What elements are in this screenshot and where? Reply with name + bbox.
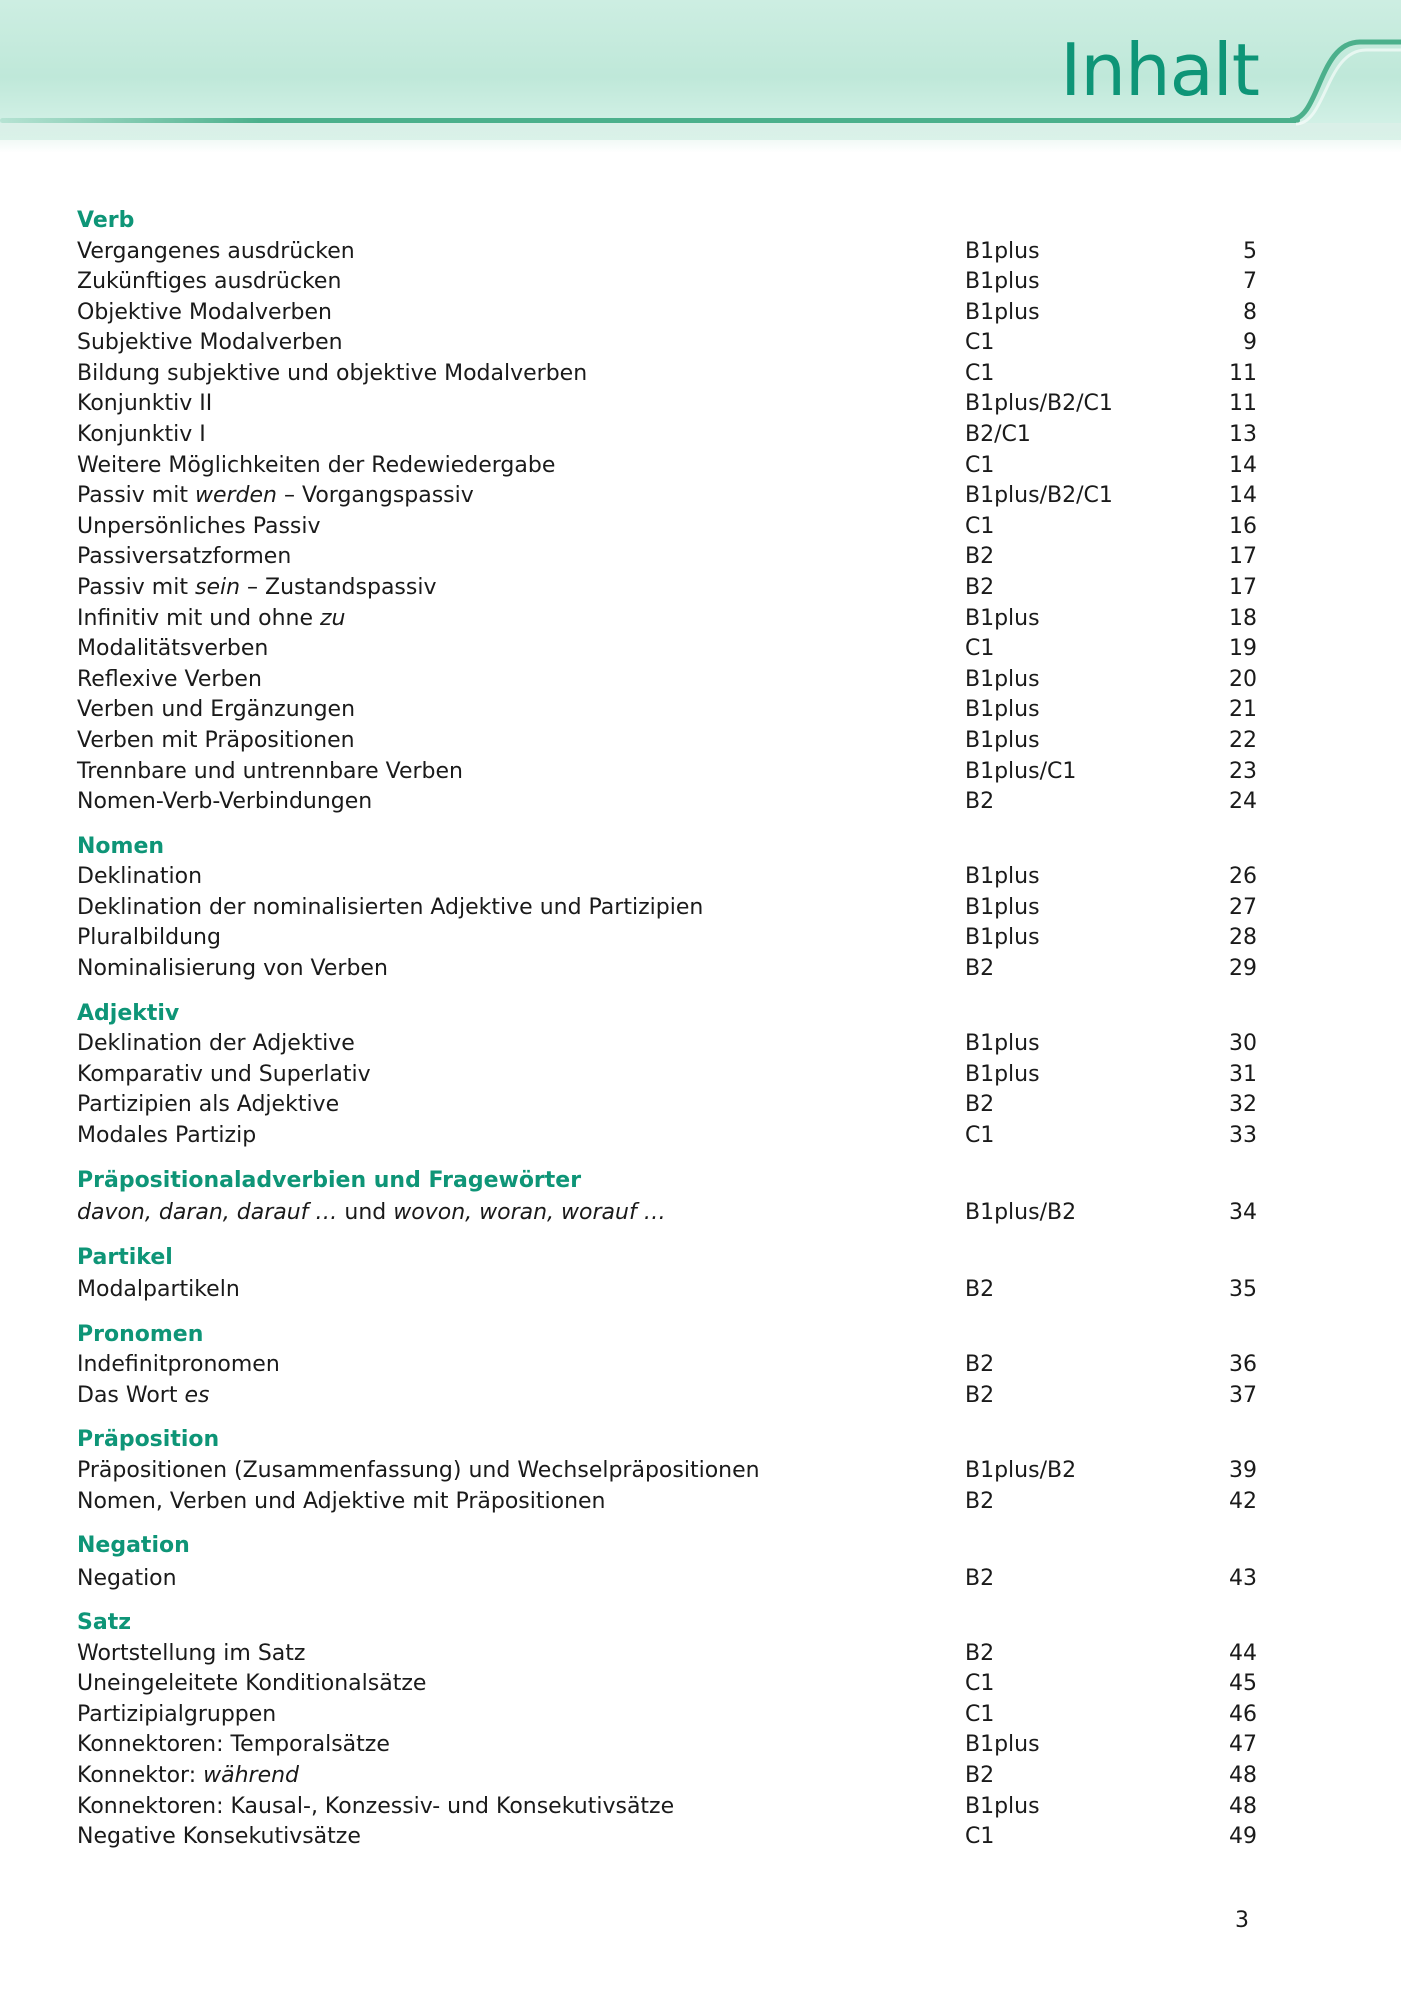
toc-topic: Zukünftiges ausdrücken: [77, 269, 342, 295]
section-heading: Verb: [77, 208, 135, 233]
toc-topic: Unpersönliches Passiv: [77, 513, 321, 539]
toc-level: B1plus: [965, 1061, 1040, 1087]
toc-row: [77, 328, 1257, 359]
toc-row: [77, 512, 1257, 543]
toc-level: B1plus/C1: [965, 758, 1077, 784]
toc-row: [77, 893, 1257, 924]
toc-page-number: 36: [1229, 1352, 1257, 1378]
toc-page-number: 19: [1229, 636, 1257, 662]
topic-italic-text: sein: [194, 575, 241, 601]
section-heading: Pronomen: [77, 1321, 204, 1347]
toc-page-number: 17: [1229, 544, 1257, 570]
toc-level: B2: [965, 544, 995, 570]
toc-page-number: 27: [1229, 894, 1257, 920]
section-heading: Partikel: [77, 1244, 173, 1270]
toc-page-number: 18: [1229, 605, 1257, 631]
toc-level: B2/C1: [965, 422, 1031, 448]
toc-row: [77, 1792, 1257, 1823]
toc-row: [77, 573, 1257, 604]
toc-topic: Konjunktiv I: [77, 422, 206, 448]
toc-row: [77, 954, 1257, 985]
toc-row: [77, 1060, 1257, 1091]
toc-topic: Pluralbildung: [77, 925, 221, 951]
toc-topic: Verben und Ergänzungen: [77, 697, 356, 723]
topic-italic-text: es: [184, 1382, 210, 1408]
toc-topic: Partizipialgruppen: [77, 1701, 277, 1727]
toc-topic: Vergangenes ausdrücken: [77, 238, 355, 264]
toc-row: [77, 1669, 1257, 1700]
toc-topic: [77, 1381, 965, 1412]
toc-level: B2: [965, 1763, 995, 1789]
toc-row: [77, 1090, 1257, 1121]
toc-level: B2: [965, 1277, 995, 1303]
toc-section: [77, 832, 1257, 985]
toc-section: [77, 1425, 1257, 1517]
toc-page-number: 11: [1229, 360, 1257, 386]
topic-italic-text: zu: [319, 605, 346, 631]
toc-page-number: 48: [1229, 1763, 1257, 1789]
toc-level: B2: [965, 789, 995, 815]
toc-page-number: 42: [1229, 1488, 1257, 1514]
toc-row: [77, 1700, 1257, 1731]
toc-section: [77, 1320, 1257, 1412]
toc-row: [77, 481, 1257, 512]
toc-page-number: 48: [1229, 1793, 1257, 1819]
toc-level: B1plus: [965, 864, 1040, 890]
toc-row: [77, 1275, 1257, 1306]
topic-text: Infinitiv mit und ohne: [77, 605, 320, 631]
toc-page-number: 20: [1229, 666, 1257, 692]
toc-level: C1: [965, 360, 995, 386]
toc-page-number: 45: [1229, 1671, 1257, 1697]
toc-page-number: 31: [1229, 1061, 1257, 1087]
section-heading: Negation: [77, 1533, 190, 1559]
toc-level: B1plus: [965, 728, 1040, 753]
toc-page-number: 23: [1229, 758, 1257, 784]
toc-page-number: 26: [1229, 864, 1257, 890]
toc-section: [77, 1166, 1257, 1229]
toc-row: [77, 1822, 1257, 1853]
topic-text: – Vorgangspassiv: [277, 483, 474, 509]
section-heading: Nomen: [77, 833, 165, 859]
toc-level: C1: [965, 330, 995, 356]
toc-page-number: 37: [1229, 1382, 1257, 1408]
toc-page-number: 39: [1229, 1457, 1257, 1483]
toc-level: B1plus: [965, 605, 1040, 631]
toc-row: [77, 1761, 1257, 1792]
toc-row: [77, 1564, 1257, 1595]
toc-row: [77, 267, 1257, 298]
toc-topic: Deklination der nominalisierten Adjektive und Partizipien: [77, 894, 704, 920]
toc-page-number: 14: [1229, 452, 1257, 478]
toc-level: B1plus: [965, 299, 1040, 325]
toc-row: [77, 1456, 1257, 1487]
toc-row: [77, 542, 1257, 573]
toc-level: B1plus: [965, 238, 1040, 264]
toc-page-number: 46: [1229, 1701, 1257, 1727]
toc-section: [77, 999, 1257, 1152]
toc-level: C1: [965, 1824, 995, 1850]
toc-level: B2: [965, 1092, 995, 1118]
toc-level: B1plus: [965, 1031, 1040, 1057]
toc-page-number: 14: [1229, 483, 1257, 509]
toc-level: B2: [965, 1352, 995, 1378]
toc-topic: Verben mit Präpositionen: [77, 728, 355, 753]
toc-level: C1: [965, 1671, 995, 1697]
page-header: [0, 0, 1401, 140]
toc-topic: Modalpartikeln: [77, 1277, 240, 1303]
toc-row: [77, 787, 1257, 818]
toc-row: [77, 634, 1257, 665]
toc-page-number: 11: [1229, 391, 1257, 417]
toc-row: [77, 1350, 1257, 1381]
toc-level: B1plus: [965, 925, 1040, 951]
toc-page-number: 5: [1243, 238, 1257, 264]
toc-topic: Trennbare und untrennbare Verben: [77, 758, 463, 784]
toc-page-number: 32: [1229, 1092, 1257, 1118]
toc-level: B2: [965, 1382, 995, 1408]
toc-row: [77, 923, 1257, 954]
toc-topic: Nominalisierung von Verben: [77, 956, 388, 982]
toc-row: [77, 1029, 1257, 1060]
section-heading: Präposition: [77, 1427, 220, 1453]
toc-row: [77, 237, 1257, 268]
toc-page-number: 49: [1229, 1824, 1257, 1850]
toc-section: [77, 206, 1257, 818]
toc-topic: Passiversatzformen: [77, 544, 292, 570]
toc-level: B2: [965, 575, 995, 601]
toc-level: C1: [965, 1701, 995, 1727]
toc-page-number: 34: [1229, 1200, 1257, 1226]
toc-row: [77, 389, 1257, 420]
toc-row: [77, 1121, 1257, 1152]
toc-level: B2: [965, 956, 995, 982]
toc-row: [77, 757, 1257, 788]
toc-topic: Konnektoren: Temporalsätze: [77, 1732, 390, 1758]
toc-row: [77, 1198, 1257, 1229]
toc-topic: Modales Partizip: [77, 1122, 257, 1148]
section-heading: Satz: [77, 1610, 132, 1636]
page-title: Inhalt: [1060, 28, 1259, 112]
toc-level: B2: [965, 1488, 995, 1514]
topic-italic-text: wovon, woran, worauf …: [393, 1200, 666, 1226]
toc-level: B2: [965, 1640, 995, 1666]
toc-page-number: 44: [1229, 1640, 1257, 1666]
toc-topic: [77, 1198, 965, 1229]
topic-text: Passiv mit: [77, 575, 195, 601]
toc-topic: Wortstellung im Satz: [77, 1640, 306, 1666]
toc-row: [77, 420, 1257, 451]
toc-page-number: 28: [1229, 925, 1257, 951]
toc-topic: Subjektive Modalverben: [77, 330, 343, 356]
toc-section: [77, 1243, 1257, 1306]
toc-topic: Präpositionen (Zusammenfassung) und Wechselpräpositionen: [77, 1457, 760, 1483]
toc-page-number: 43: [1229, 1565, 1257, 1591]
toc-topic: Nomen, Verben und Adjektive mit Präpositionen: [77, 1488, 606, 1514]
toc-page-number: 35: [1229, 1277, 1257, 1303]
toc-topic: Bildung subjektive und objektive Modalverben: [77, 360, 588, 386]
toc-topic: Partizipien als Adjektive: [77, 1092, 340, 1118]
toc-section: [77, 1608, 1257, 1853]
topic-text: und: [337, 1200, 394, 1226]
toc-page-number: 21: [1229, 697, 1257, 723]
toc-level: B1plus/B2: [965, 1457, 1077, 1483]
topic-text: Das Wort: [77, 1382, 185, 1408]
header-curve-decoration: [1290, 38, 1401, 128]
toc-topic: Negation: [77, 1565, 177, 1591]
toc-level: B1plus/B2/C1: [965, 483, 1113, 509]
topic-italic-text: während: [203, 1763, 300, 1789]
toc-level: B1plus/B2/C1: [965, 391, 1113, 417]
toc-page-number: 30: [1229, 1031, 1257, 1057]
toc-row: [77, 1639, 1257, 1670]
toc-topic: Reflexive Verben: [77, 666, 262, 692]
toc-row: [77, 1381, 1257, 1412]
toc-level: C1: [965, 513, 995, 539]
toc-topic: Negative Konsekutivsätze: [77, 1824, 361, 1850]
section-heading: Adjektiv: [77, 1000, 180, 1026]
toc-level: B2: [965, 1565, 995, 1591]
toc-page-number: 33: [1229, 1122, 1257, 1148]
toc-topic: Deklination der Adjektive: [77, 1031, 355, 1057]
toc-topic: Modalitätsverben: [77, 636, 269, 662]
toc-topic: Nomen-Verb-Verbindungen: [77, 789, 373, 815]
toc-level: C1: [965, 452, 995, 478]
toc-page-number: 7: [1243, 269, 1257, 295]
toc-topic: Deklination: [77, 864, 203, 890]
toc-topic: [77, 573, 965, 604]
toc-level: C1: [965, 1122, 995, 1148]
toc-row: [77, 1487, 1257, 1518]
topic-text: Konnektor:: [77, 1763, 204, 1789]
toc-topic: Weitere Möglichkeiten der Redewiedergabe: [77, 452, 556, 478]
toc-row: [77, 665, 1257, 696]
toc-row: [77, 604, 1257, 635]
toc-level: B1plus: [965, 1793, 1040, 1819]
toc-topic: Konjunktiv II: [77, 391, 213, 417]
toc-level: B1plus/B2: [965, 1200, 1077, 1226]
toc-page-number: 16: [1229, 513, 1257, 539]
toc-topic: [77, 604, 965, 635]
section-heading: Präpositionaladverbien und Fragewörter: [77, 1167, 582, 1193]
toc-topic: Komparativ und Superlativ: [77, 1061, 371, 1087]
toc-row: [77, 862, 1257, 893]
toc-row: [77, 359, 1257, 390]
toc-level: B1plus: [965, 269, 1040, 295]
toc-level: B1plus: [965, 894, 1040, 920]
topic-text: Passiv mit: [77, 483, 195, 509]
toc-topic: Konnektoren: Kausal-, Konzessiv- und Konsekutivsätze: [77, 1793, 675, 1819]
toc-row: [77, 451, 1257, 482]
toc-page-number: 47: [1229, 1732, 1257, 1758]
toc-row: [77, 695, 1257, 726]
toc-row: [77, 298, 1257, 329]
toc-topic: Objektive Modalverben: [77, 299, 332, 325]
table-of-contents: [77, 206, 1257, 1867]
toc-page-number: 22: [1229, 728, 1257, 753]
toc-page-number: 9: [1243, 330, 1257, 356]
header-shadow: [0, 123, 1401, 153]
toc-level: C1: [965, 636, 995, 662]
toc-section: [77, 1531, 1257, 1594]
toc-level: B1plus: [965, 666, 1040, 692]
toc-page-number: 29: [1229, 956, 1257, 982]
toc-topic: Uneingeleitete Konditionalsätze: [77, 1671, 427, 1697]
toc-topic: [77, 1761, 965, 1792]
topic-text: – Zustandspassiv: [240, 575, 437, 601]
toc-topic: [77, 481, 965, 512]
toc-level: B1plus: [965, 697, 1040, 723]
toc-page-number: 8: [1243, 299, 1257, 325]
toc-page-number: 24: [1229, 789, 1257, 815]
toc-topic: Indefinitpronomen: [77, 1352, 280, 1378]
topic-italic-text: davon, daran, darauf …: [77, 1200, 338, 1226]
toc-row: [77, 726, 1257, 757]
toc-row: [77, 1730, 1257, 1761]
topic-italic-text: werden: [194, 483, 278, 509]
page-number: 3: [1235, 1908, 1249, 1933]
toc-page-number: 13: [1229, 422, 1257, 448]
toc-level: B1plus: [965, 1732, 1040, 1758]
toc-page-number: 17: [1229, 575, 1257, 601]
